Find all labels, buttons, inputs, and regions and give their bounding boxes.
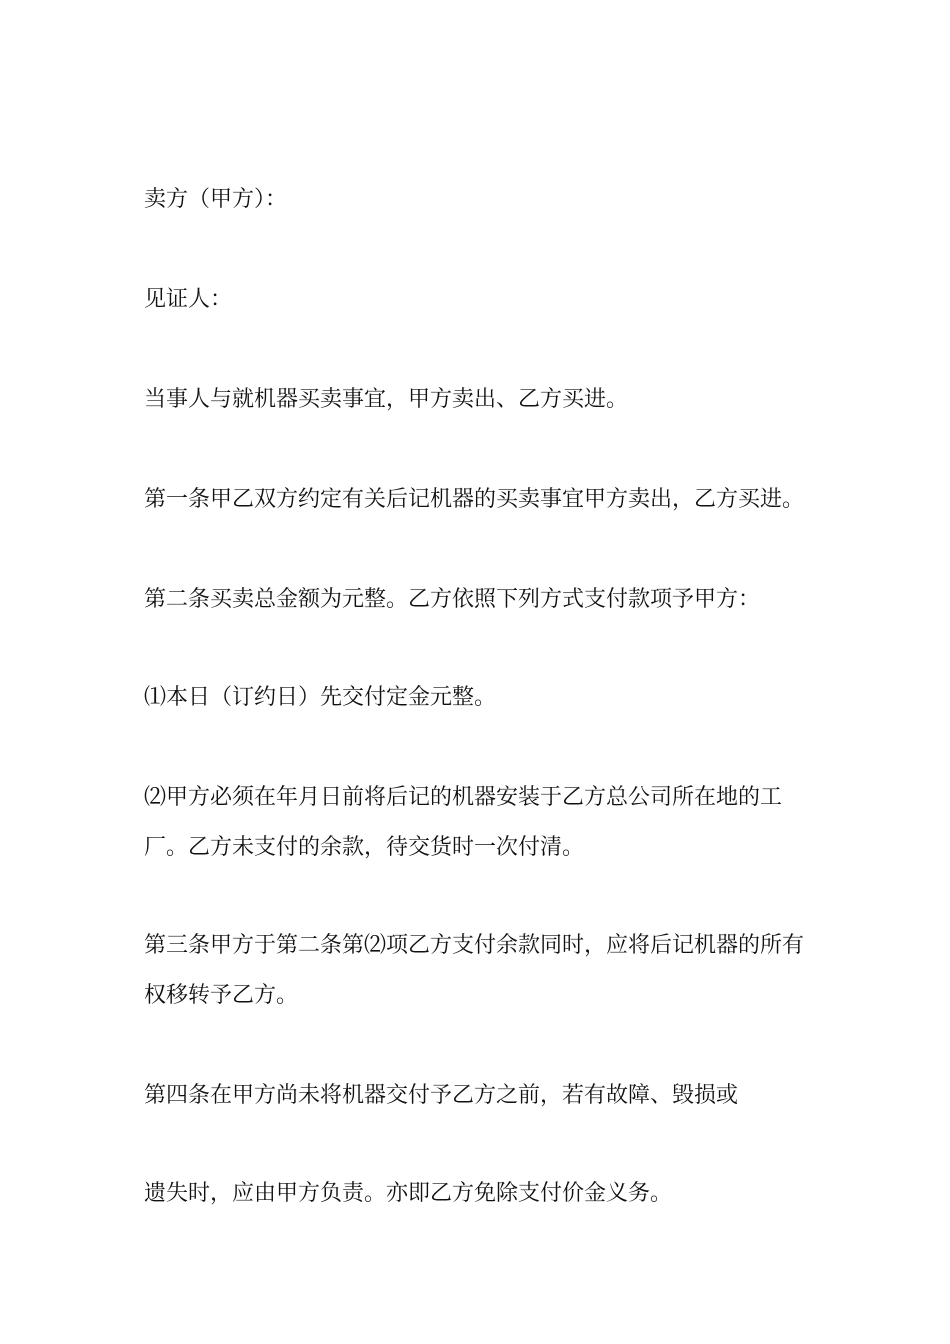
preamble-paragraph: 当事人与就机器买卖事宜，甲方卖出、乙方买进。 — [144, 387, 629, 412]
article-1-paragraph: 第一条甲乙双方约定有关后记机器的买卖事宜甲方卖出，乙方买进。 — [144, 487, 805, 512]
article-3-paragraph: 第三条甲方于第二条第⑵项乙方支付余款同时，应将后记机器的所有权移转予乙方。 — [144, 933, 805, 1008]
article-4-paragraph-line-1: 第四条在甲方尚未将机器交付予乙方之前，若有故障、毁损或 — [144, 1083, 739, 1108]
article-2-item-1: ⑴本日（订约日）先交付定金元整。 — [144, 685, 497, 710]
article-4-paragraph-line-2: 遗失时，应由甲方负责。亦即乙方免除支付价金义务。 — [144, 1181, 673, 1206]
article-2-item-2: ⑵甲方必须在年月日前将后记的机器安装于乙方总公司所在地的工厂。乙方未支付的余款，待交货时一次付清。 — [144, 785, 783, 860]
witness-label: 见证人： — [144, 287, 233, 312]
seller-label: 卖方（甲方）： — [144, 187, 288, 212]
article-2-paragraph: 第二条买卖总金额为元整。乙方依照下列方式支付款项予甲方： — [144, 587, 761, 612]
